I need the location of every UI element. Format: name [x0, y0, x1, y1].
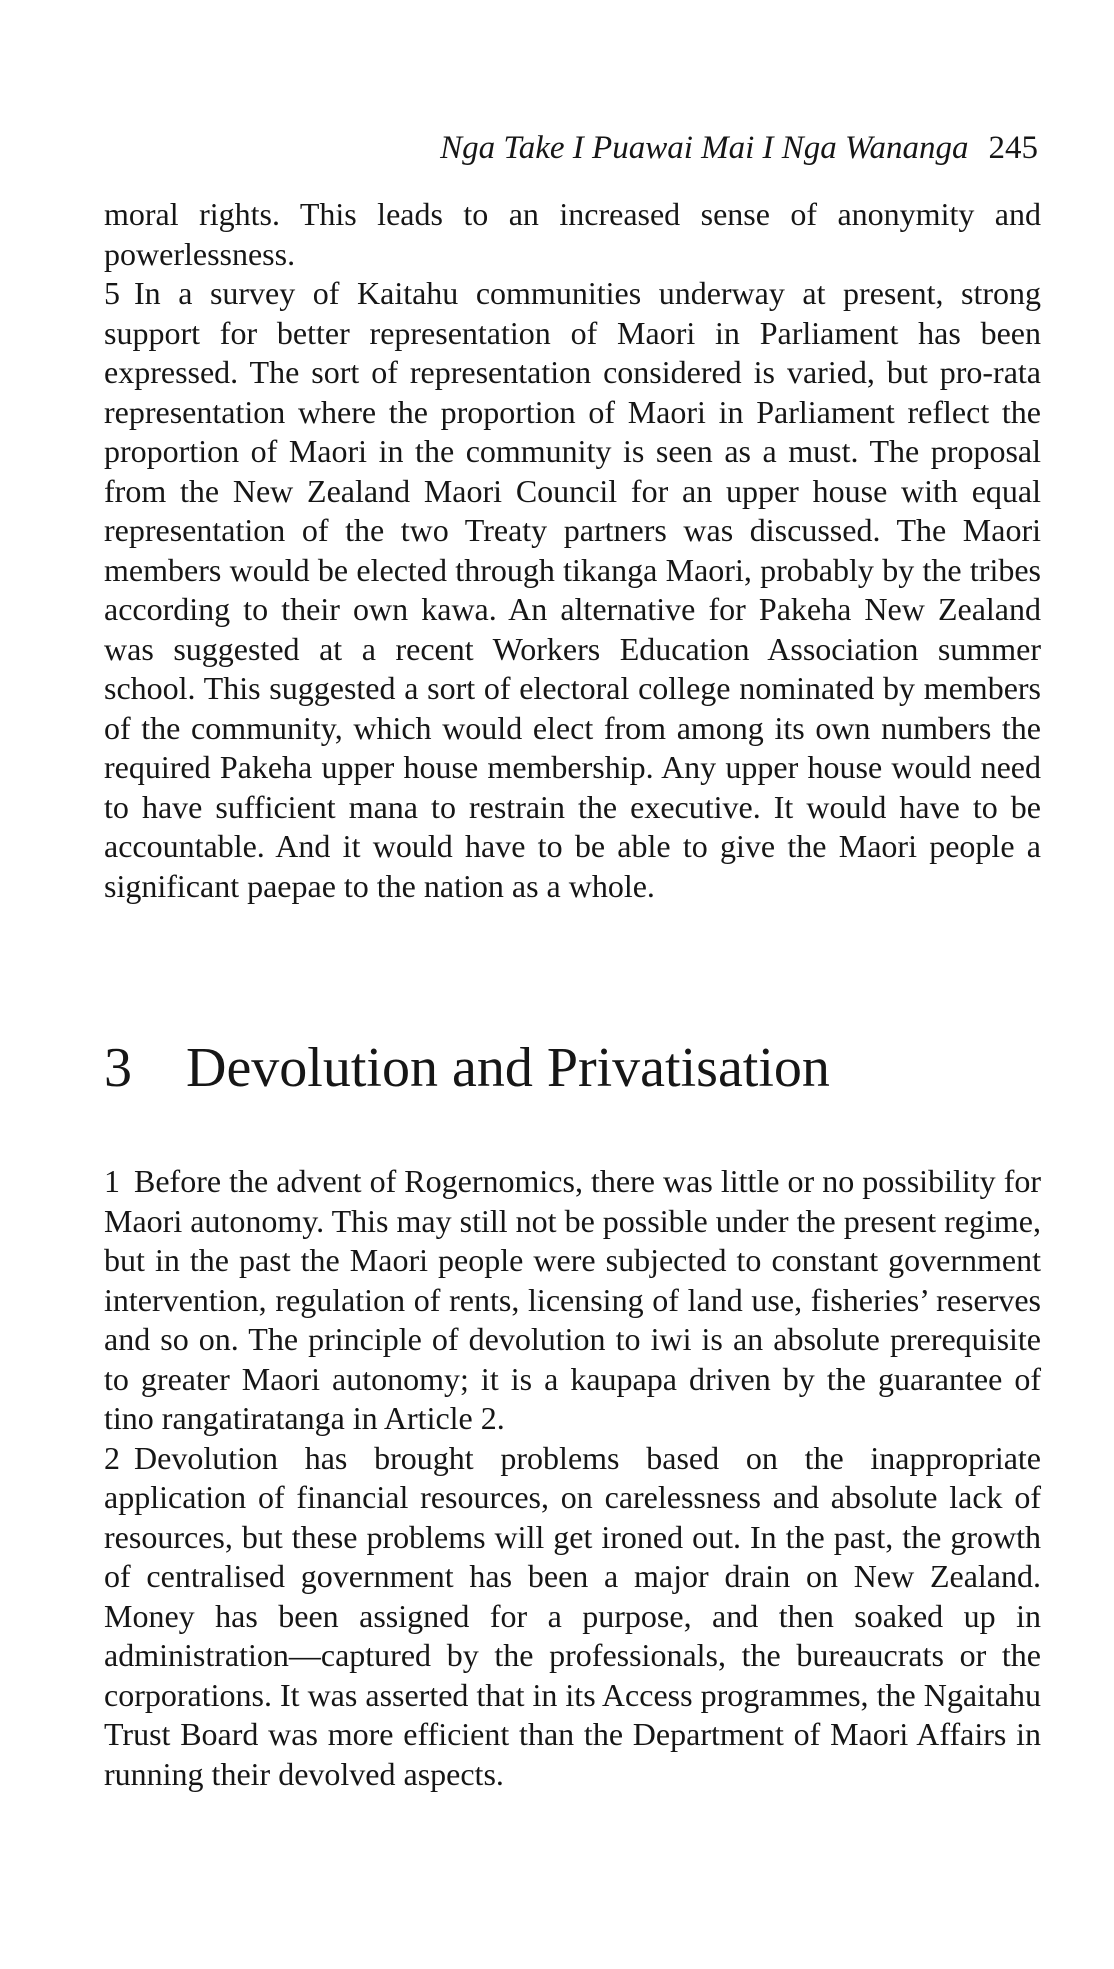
continuation-paragraph: moral rights. This leads to an increased sense of anonymity and powerlessness. [104, 196, 1041, 272]
paragraph-number: 1 [104, 1163, 120, 1199]
page-number: 245 [988, 130, 1038, 166]
chapter-text-block [104, 1162, 1041, 1794]
paragraph-text: In a survey of Kaitahu communities underway at present, strong support for better representation of Maori in Parliament has been expressed. The sort of representation considered is varied, but pro-rata representation where the proportion of Maori in Parliament reflect the proportion of Maori in the community is seen as a must. The proposal from the New Zealand Maori Council for an upper house with equal representation of the two Treaty partners was discussed. The Maori members would be elected through tikanga Maori, probably by the tribes according to their own kawa. An alternative for Pakeha New Zealand was suggested at a recent Workers Education Association summer school. This suggested a sort of electoral college nominated by members of the community, which would elect from among its own numbers the required Pakeha upper house membership. Any upper house would need to have sufficient mana to restrain the executive. It would have to be accountable. And it would have to be able to give the Maori people a significant paepae to the nation as a whole. [104, 275, 1041, 904]
paragraph-number: 2 [104, 1439, 120, 1476]
paragraph-text: Devolution has brought problems based on the inappropriate application of financial resources, on carelessness and absolute lack of resources, but these problems will get ironed out. In the past, the growth of centralised government has been a major drain on New Zealand. Money has been assigned for a purpose, and then soaked up in administration—captured by the professionals, the bureaucrats or the corporations. It was asserted that in its Access programmes, the Ngaitahu Trust Board was more efficient than the Department of Maori Affairs in running their devolved aspects. [104, 1439, 1041, 1792]
chapter-heading [104, 1033, 830, 1103]
paragraph-number: 5 [104, 275, 120, 311]
chapter-number: 3 [104, 1037, 132, 1099]
chapter-paragraph-1 [104, 1162, 1041, 1439]
paragraph-5 [104, 274, 1041, 906]
paragraph-text: Before the advent of Rogernomics, there was little or no possibility for Maori autonomy. This may still not be possible under the present regime, but in the past the Maori people were subjected to constant government intervention, regulation of rents, licensing of land use, fisheries’ reserves and so on. The principle of devolution to iwi is an absolute prerequisite to greater Maori autonomy; it is a kaupapa driven by the guarantee of tino rangatiratanga in Article 2. [104, 1163, 1041, 1436]
running-head [440, 128, 1038, 168]
chapter-paragraph-2 [104, 1439, 1041, 1795]
running-head-title: Nga Take I Puawai Mai I Nga Wananga [440, 130, 969, 166]
top-text-block [104, 195, 1041, 906]
chapter-title: Devolution and Privatisation [186, 1037, 830, 1099]
